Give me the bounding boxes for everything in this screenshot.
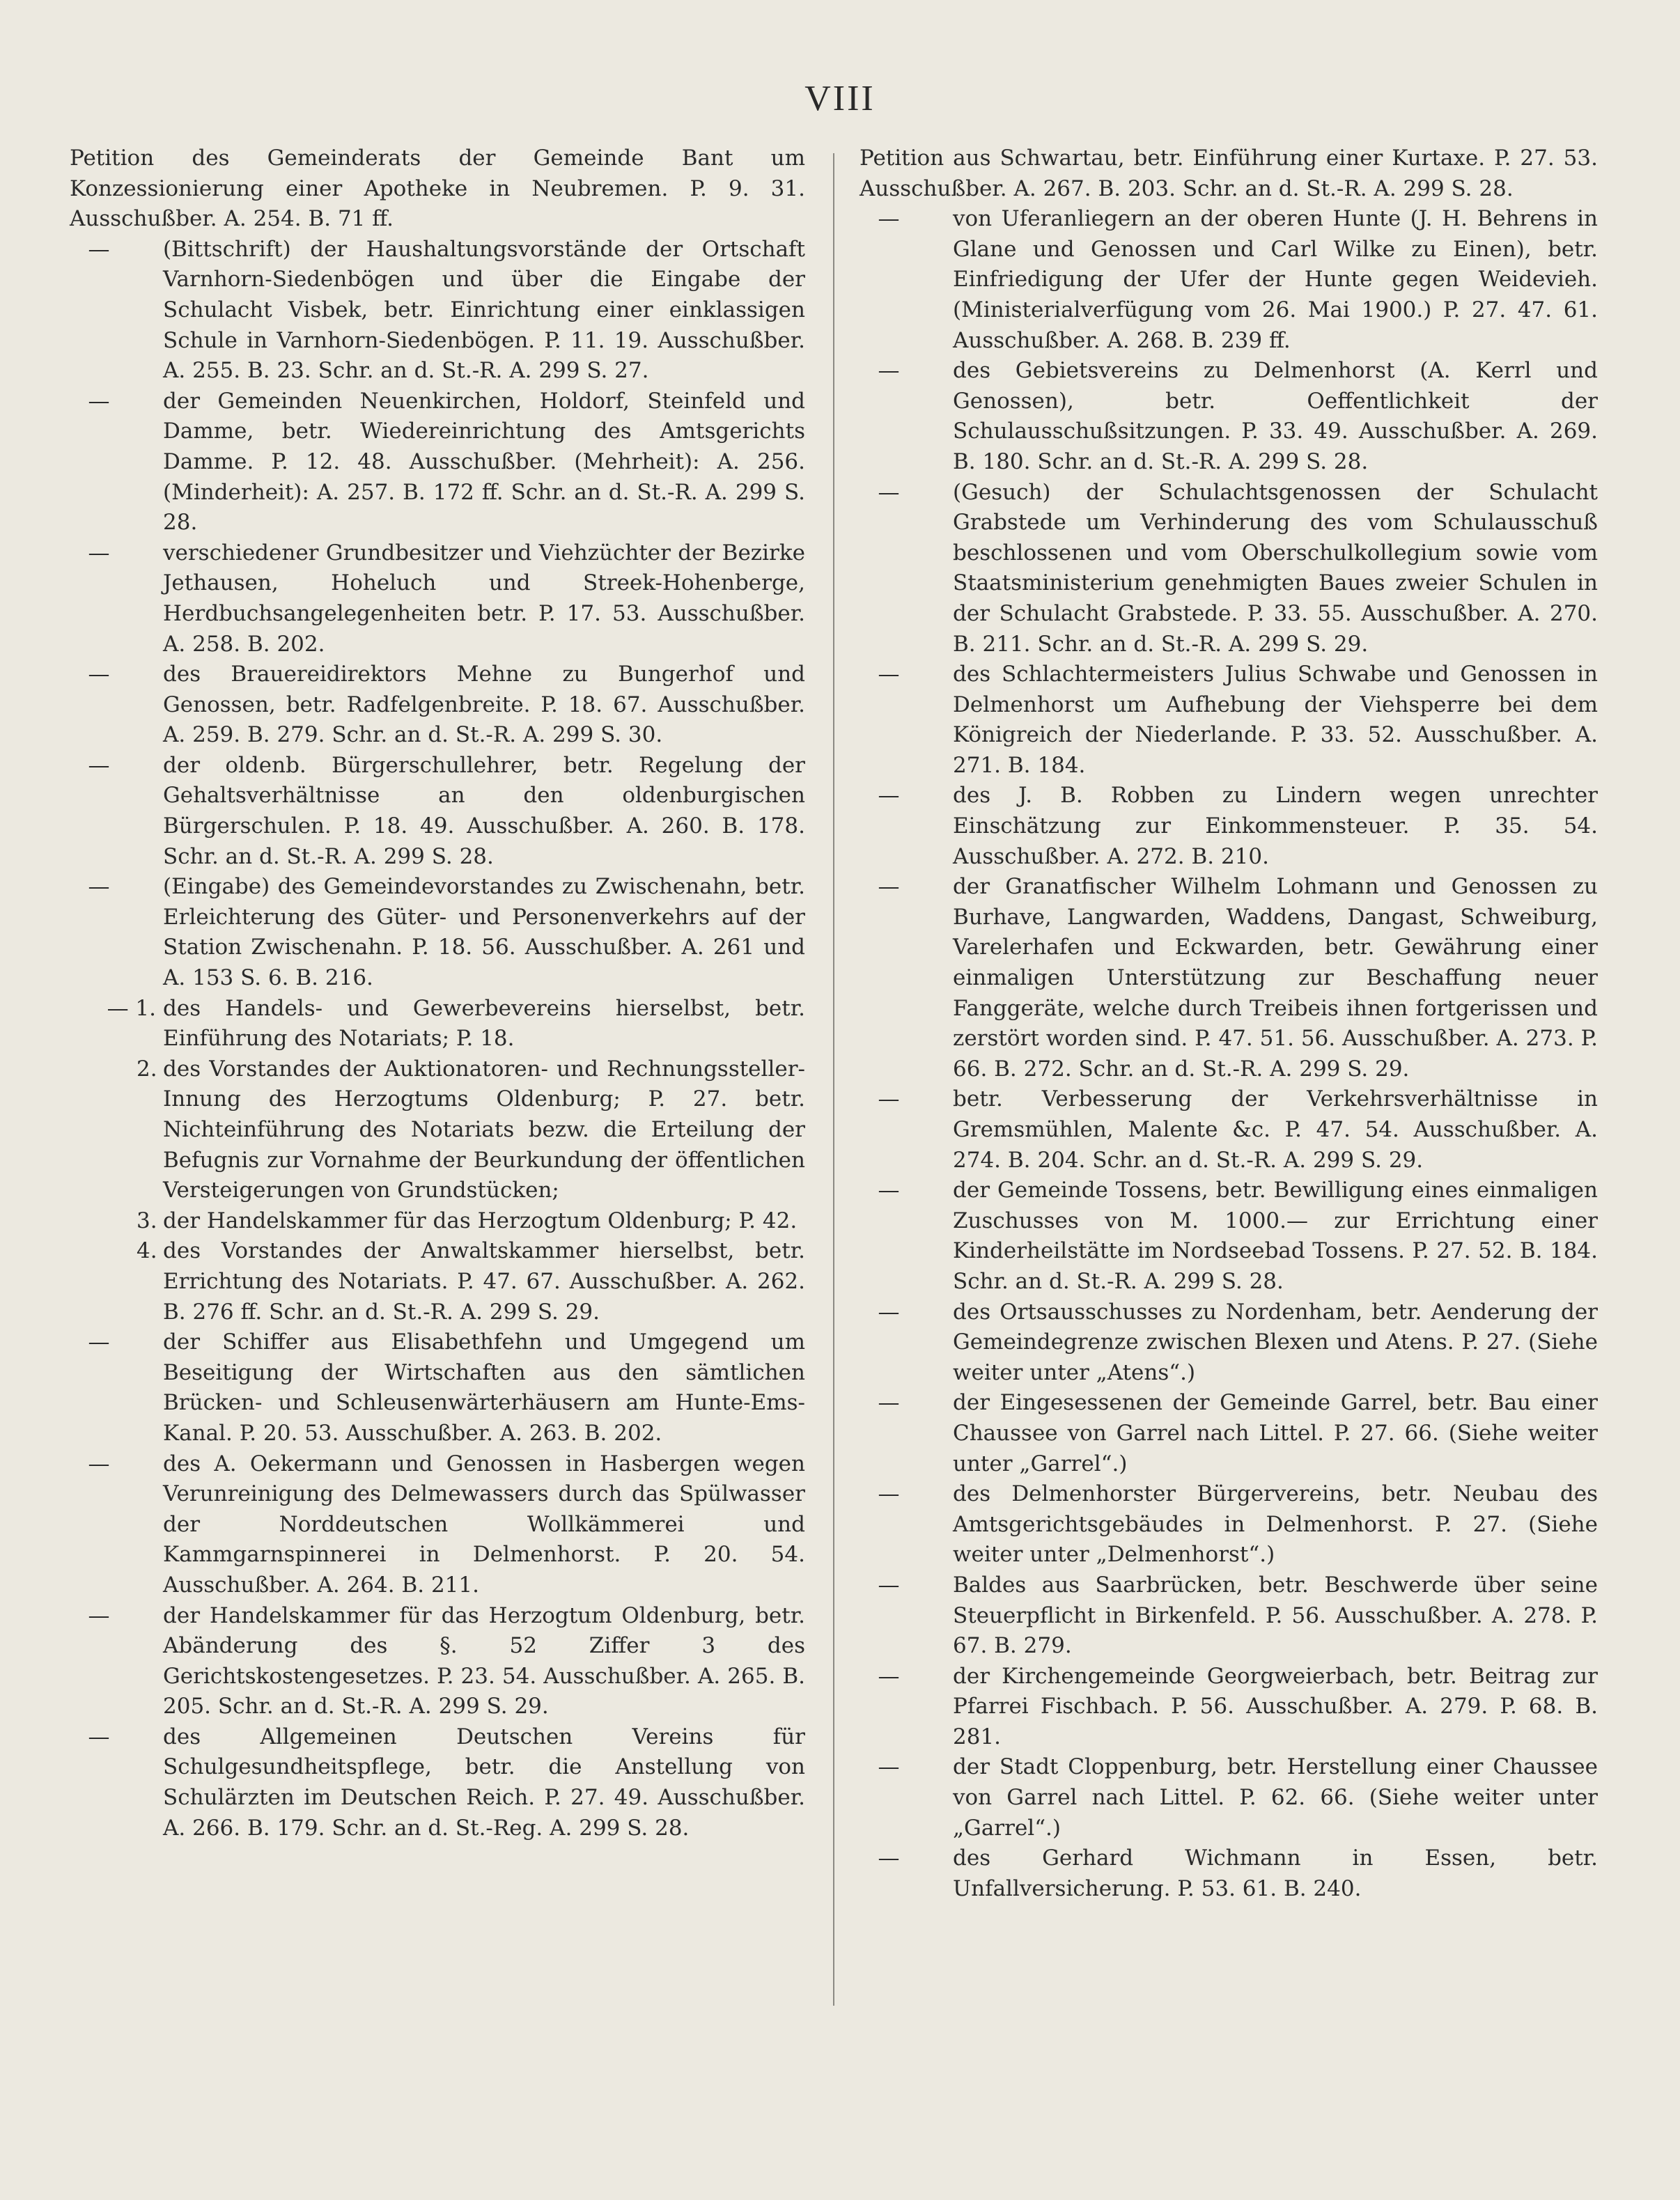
entry-marker: — — [88, 662, 110, 687]
list-item — [70, 538, 805, 660]
entry-marker: — — [878, 662, 900, 687]
list-item — [70, 751, 805, 872]
entry-marker: — — [88, 1724, 110, 1749]
entry-text: der Granatfischer Wilhelm Lohmann und Genossen zu Burhave, Langwarden, Waddens, Dangast, Schweiburg, Varelerhafen und Eckwarden, betr. Gewährung einer einmaligen Unterstützung zur Beschaffung neuer Fanggeräte, welche durch Treibeis ihnen fortgerissen und zerstört worden sind. P. 47. 51. 56. Ausschußber. A. 273. P. 66. B. 272. Schr. an d. St.-R. A. 299 S. 29. — [953, 874, 1598, 1082]
entry-text: der Handelskammer für das Herzogtum Oldenburg, betr. Abänderung des §. 52 Ziffer 3 des Gerichtskostengesetzes. P. 23. 54. Ausschußber. A. 265. B. 205. Schr. an d. St.-R. A. 299 S. 29. — [163, 1602, 805, 1719]
entry-marker: — — [878, 783, 900, 809]
list-item — [860, 143, 1598, 204]
entry-text: der Kirchengemeinde Georgweierbach, betr. Beitrag zur Pfarrei Fischbach. P. 56. Ausschußber. A. 279. P. 68. B. 281. — [953, 1663, 1598, 1749]
entry-text: der Gemeinden Neuenkirchen, Holdorf, Steinfeld und Damme, betr. Wiedereinrichtung des Amtsgerichts Damme. P. 12. 48. Ausschußber. (Mehrheit): A. 256. (Minderheit): A. 257. B. 172 ff. Schr. an d. St.-R. A. 299 S. 28. — [163, 388, 805, 536]
list-item — [860, 204, 1598, 356]
entry-marker: 3. — [137, 1208, 157, 1233]
list-item — [70, 994, 805, 1054]
entry-marker: — — [878, 1846, 900, 1871]
entry-marker: — — [878, 1178, 900, 1203]
entry-text: des A. Oekermann und Genossen in Hasbergen wegen Verunreinigung des Delmewassers durch das Spülwasser der Norddeutschen Wollkämmerei und Kammgarnspinnerei in Delmenhorst. P. 20. 54. Ausschußber. A. 264. B. 211. — [163, 1451, 805, 1598]
list-item — [70, 1236, 805, 1327]
entry-marker: — — [878, 1481, 900, 1507]
list-item — [70, 1054, 805, 1206]
entry-marker: — — [88, 236, 110, 262]
entry-marker: — — [878, 1572, 900, 1598]
list-item — [70, 1601, 805, 1722]
entry-text: des Delmenhorster Bürgervereins, betr. Neubau des Amtsgerichtsgebäudes in Delmenhorst. P. 27. (Siehe weiter unter „Delmenhorst“.) — [953, 1481, 1598, 1568]
list-item — [860, 1843, 1598, 1904]
entry-marker: — — [878, 358, 900, 384]
entry-marker: — — [878, 1299, 900, 1325]
entry-text: Petition des Gemeinderats der Gemeinde Bant um Konzessionierung einer Apotheke in Neubremen. P. 9. 31. Ausschußber. A. 254. B. 71 ff. — [70, 146, 805, 232]
entry-text: (Gesuch) der Schulachtsgenossen der Schulacht Grabstede um Verhinderung des vom Schulausschuß beschlossenen und vom Oberschulkollegium sowie vom Staatsministerium genehmigten Baues zweier Schulen in der Schulacht Grabstede. P. 33. 55. Ausschußber. A. 270. B. 211. Schr. an d. St.-R. A. 299 S. 29. — [953, 479, 1598, 657]
list-item — [860, 1479, 1598, 1570]
entry-text: des Brauereidirektors Mehne zu Bungerhof und Genossen, betr. Radfelgenbreite. P. 18. 67. Ausschußber. A. 259. B. 279. Schr. an d. St.-R. A. 299 S. 30. — [163, 662, 805, 748]
entry-marker: — — [88, 1602, 110, 1628]
entry-text: des Gebietsvereins zu Delmenhorst (A. Kerrl und Genossen), betr. Oeffentlichkeit der Schulausschußsitzungen. P. 33. 49. Ausschußber. A. 269. B. 180. Schr. an d. St.-R. A. 299 S. 28. — [953, 358, 1598, 474]
list-item — [860, 1176, 1598, 1297]
list-item — [70, 872, 805, 993]
entry-marker: — — [88, 540, 110, 565]
entry-marker: — — [88, 874, 110, 900]
left-column — [70, 143, 805, 1843]
entry-text: des Ortsausschusses zu Nordenham, betr. Aenderung der Gemeindegrenze zwischen Blexen und Atens. P. 27. (Siehe weiter unter „Atens“.) — [953, 1299, 1598, 1385]
entry-marker: 2. — [137, 1056, 157, 1082]
entry-text: der Schiffer aus Elisabethfehn und Umgegend um Beseitigung der Wirtschaften aus den sämtlichen Brücken- und Schleusenwärterhäusern am Hunte-Ems-Kanal. P. 20. 53. Ausschußber. A. 263. B. 202. — [163, 1329, 805, 1446]
list-item — [70, 1722, 805, 1843]
right-column — [860, 143, 1598, 1904]
list-item — [860, 478, 1598, 660]
entry-text: (Eingabe) des Gemeindevorstandes zu Zwischenahn, betr. Erleichterung des Güter- und Personenverkehrs auf der Station Zwischenahn. P. 18. 56. Ausschußber. A. 261 und A. 153 S. 6. B. 216. — [163, 874, 805, 991]
entry-marker: — — [878, 479, 900, 505]
page-number: VIII — [804, 79, 876, 118]
list-item — [860, 781, 1598, 872]
entry-text: der Gemeinde Tossens, betr. Bewilligung eines einmaligen Zuschusses von M. 1000.— zur Errichtung einer Kinderheilstätte im Nordseebad Tossens. P. 27. 52. B. 184. Schr. an d. St.-R. A. 299 S. 28. — [953, 1178, 1598, 1294]
entry-marker: — — [878, 874, 900, 900]
entry-marker: — — [878, 206, 900, 232]
list-item — [70, 1449, 805, 1601]
list-item — [860, 356, 1598, 477]
entry-text: des Schlachtermeisters Julius Schwabe und Genossen in Delmenhorst um Aufhebung der Viehsperre bei dem Königreich der Niederlande. P. 33. 52. Ausschußber. A. 271. B. 184. — [953, 662, 1598, 778]
list-item — [70, 660, 805, 751]
entry-text: Baldes aus Saarbrücken, betr. Beschwerde über seine Steuerpflicht in Birkenfeld. P. 56. Ausschußber. A. 278. P. 67. B. 279. — [953, 1572, 1598, 1659]
entry-marker: — — [878, 1754, 900, 1780]
entry-marker: 4. — [137, 1238, 157, 1264]
entry-text: des Gerhard Wichmann in Essen, betr. Unfallversicherung. P. 53. 61. B. 240. — [953, 1846, 1598, 1901]
entry-text: der Eingesessenen der Gemeinde Garrel, betr. Bau einer Chaussee von Garrel nach Littel. P. 27. 66. (Siehe weiter unter „Garrel“.) — [953, 1390, 1598, 1476]
list-item — [860, 872, 1598, 1084]
entry-text: von Uferanliegern an der oberen Hunte (J. H. Behrens in Glane und Genossen und Carl Wilke zu Einen), betr. Einfriedigung der Ufer der Hunte gegen Weidevieh. (Ministerialverfügung vom 26. Mai 1900.) P. 27. 47. 61. Ausschußber. A. 268. B. 239 ff. — [953, 206, 1598, 353]
entry-marker: — — [88, 388, 110, 414]
entry-text: des Allgemeinen Deutschen Vereins für Schulgesundheitspflege, betr. die Anstellung von Schulärzten im Deutschen Reich. P. 27. 49. Ausschußber. A. 266. B. 179. Schr. an d. St.-Reg. A. 299 S. 28. — [163, 1724, 805, 1841]
entry-marker: — — [878, 1086, 900, 1112]
entry-text: des Vorstandes der Anwaltskammer hierselbst, betr. Errichtung des Notariats. P. 47. 67. Ausschußber. A. 262. B. 276 ff. Schr. an d. St.-R. A. 299 S. 29. — [163, 1238, 805, 1325]
list-item — [70, 143, 805, 235]
list-item — [860, 1662, 1598, 1753]
list-item — [860, 1084, 1598, 1176]
list-item — [860, 1388, 1598, 1479]
list-item — [860, 1570, 1598, 1662]
entry-text: des J. B. Robben zu Lindern wegen unrechter Einschätzung zur Einkommensteuer. P. 35. 54. Ausschußber. A. 272. B. 210. — [953, 783, 1598, 869]
entry-text: verschiedener Grundbesitzer und Viehzüchter der Bezirke Jethausen, Hoheluch und Streek-Hohenberge, Herdbuchsangelegenheiten betr. P. 17. 53. Ausschußber. A. 258. B. 202. — [163, 540, 805, 657]
entry-text: der Handelskammer für das Herzogtum Oldenburg; P. 42. — [163, 1208, 798, 1233]
entry-text: Petition aus Schwartau, betr. Einführung einer Kurtaxe. P. 27. 53. Ausschußber. A. 267. B. 203. Schr. an d. St.-R. A. 299 S. 28. — [860, 146, 1598, 201]
list-item — [70, 387, 805, 538]
entry-text: der oldenb. Bürgerschullehrer, betr. Regelung der Gehaltsverhältnisse an den oldenburgischen Bürgerschulen. P. 18. 49. Ausschußber. A. 260. B. 178. Schr. an d. St.-R. A. 299 S. 28. — [163, 752, 805, 869]
entry-text: des Handels- und Gewerbevereins hierselbst, betr. Einführung des Notariats; P. 18. — [163, 995, 805, 1052]
entry-marker: — — [878, 1663, 900, 1689]
list-item — [70, 235, 805, 387]
entry-marker: — — [88, 1329, 110, 1355]
list-item — [70, 1327, 805, 1449]
column-divider — [833, 153, 834, 2006]
entry-text: des Vorstandes der Auktionatoren- und Rechnungssteller-Innung des Herzogtums Oldenburg; P. 27. betr. Nichteinführung des Notariats bezw. die Erteilung der Befugnis zur Vornahme der Beurkundung der öffentlichen Versteigerungen von Grundstücken; — [163, 1056, 805, 1203]
entry-marker: — 1. — [107, 995, 156, 1021]
entry-marker: — — [88, 752, 110, 778]
entry-text: der Stadt Cloppenburg, betr. Herstellung einer Chaussee von Garrel nach Littel. P. 62. 66. (Siehe weiter unter „Garrel“.) — [953, 1754, 1598, 1841]
list-item — [860, 660, 1598, 781]
entry-text: betr. Verbesserung der Verkehrsverhältnisse in Gremsmühlen, Malente &c. P. 47. 54. Ausschußber. A. 274. B. 204. Schr. an d. St.-R. A. 299 S. 29. — [953, 1086, 1598, 1173]
entry-marker: — — [88, 1451, 110, 1476]
entry-text: (Bittschrift) der Haushaltungsvorstände der Ortschaft Varnhorn-Siedenbögen und über die Eingabe der Schulacht Visbek, betr. Einrichtung einer einklassigen Schule in Varnhorn-Siedenbögen. P. 11. 19. Ausschußber. A. 255. B. 23. Schr. an d. St.-R. A. 299 S. 27. — [163, 236, 805, 384]
entry-marker: — — [878, 1390, 900, 1416]
list-item — [860, 1297, 1598, 1389]
list-item — [70, 1206, 805, 1237]
list-item — [860, 1752, 1598, 1843]
